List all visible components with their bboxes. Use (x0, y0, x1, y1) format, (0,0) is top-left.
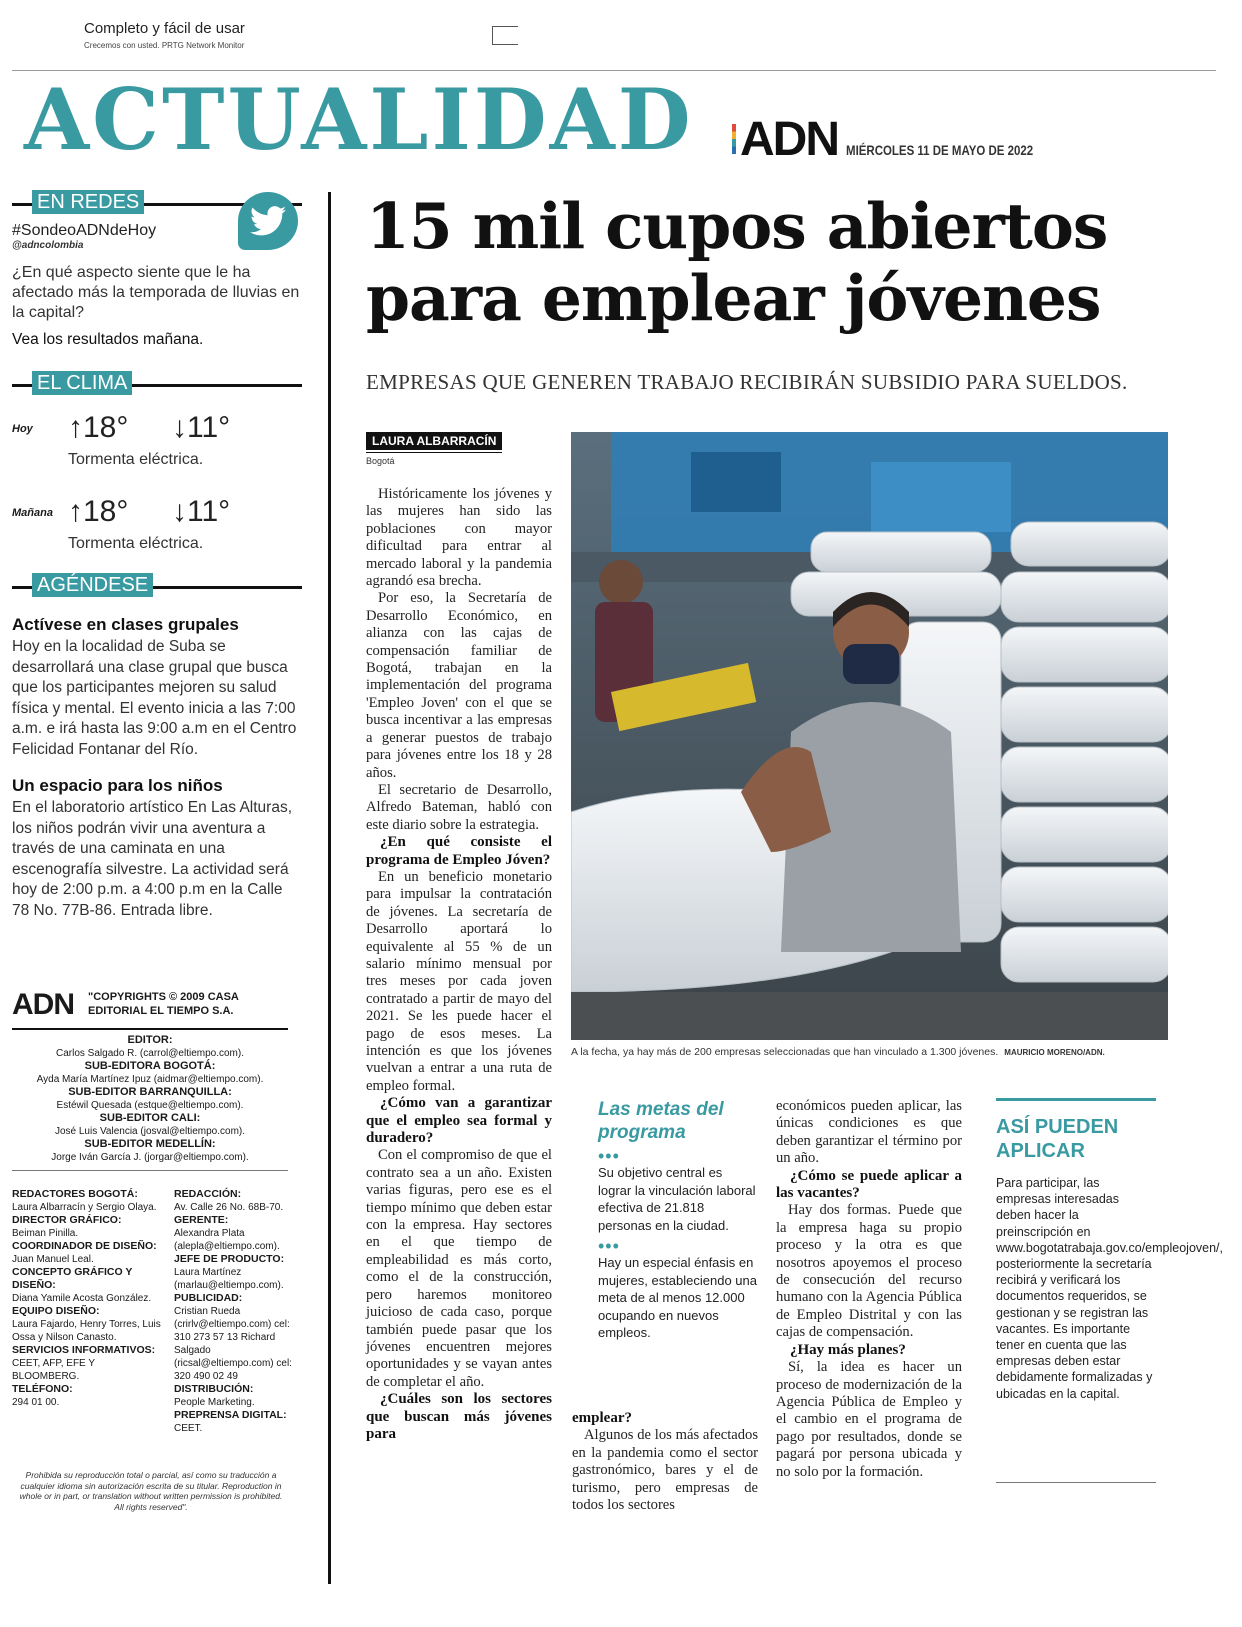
weather-desc: Tormenta eléctrica. (68, 451, 204, 468)
credits-left: REDACTORES BOGOTÁ: Laura Albarracín y Sergio Olaya. DIRECTOR GRÁFICO: Beiman Pinilla. COORDINADOR DE DISEÑO: Juan Manuel Leal. CONCEPTO GRÁFICO Y DISEÑO: Diana Yamile Acosta González. EQUIPO DISEÑO: Laura Fajardo, Henry Torres, Luis Ossa y Nilson Canasto. SERVICIOS INFORMATIVOS: CEET, AFP, EFE Y BLOOMBERG. TELÉFONO: 294 01 00. (12, 1188, 161, 1408)
metas-item: Su objetivo central es lograr la vinculación laboral efectiva de 21.818 personas en la ciudad. (598, 1165, 756, 1233)
article-paragraph: Hay dos formas. Puede que la empresa haga su propio proceso y la otra es que nosotros apoyemos el proceso de consecución del recurso humano con la Agencia Pública de Empleo Distrital y con las cajas de compensación. (776, 1202, 962, 1341)
en-redes-header: EN REDES (12, 190, 302, 216)
twitter-icon[interactable] (238, 192, 298, 250)
copyright-block (12, 990, 288, 1171)
article-question: ¿Cuáles son los sectores que buscan más jóvenes para (366, 1391, 552, 1442)
sidebar (12, 190, 302, 921)
article-question: ¿Cómo se puede aplicar a las vacantes? (776, 1167, 962, 1202)
hashtag[interactable]: #SondeoADNdeHoy (12, 222, 157, 239)
ad-title: Completo y fácil de usar (84, 20, 245, 37)
article-question: emplear? (572, 1410, 632, 1426)
event-title: Un espacio para los niños (12, 776, 223, 795)
subheadline: EMPRESAS QUE GENEREN TRABAJO RECIBIRÁN SUBSIDIO PARA SUELDOS. (366, 370, 1128, 394)
issue-date: MIÉRCOLES 11 DE MAYO DE 2022 (846, 142, 1034, 158)
adn-logo: ADN (740, 116, 838, 164)
logo-bars-icon (732, 124, 736, 154)
ad-close-icon[interactable] (492, 26, 518, 45)
article-column-1 (366, 486, 552, 1443)
legal-notice: Prohibida su reproducción total o parcial, así como su traducción a cualquier idioma sin autorización escrita de su titular. Reproduction in whole or in part, or translation without written permission is prohibited. All rights reserved". (19, 1470, 283, 1512)
temp-low: ↓11° (172, 495, 231, 528)
apply-box (996, 1098, 1223, 1402)
bullet-dots-icon: ••• (598, 1236, 620, 1256)
metas-title: Las metas del programa (598, 1099, 724, 1143)
ad-subtitle: Crecemos con usted. PRTG Network Monitor (84, 41, 245, 50)
article-question: ¿Cómo van a garantizar que el empleo sea formal y duradero? (366, 1095, 552, 1147)
article-paragraph: Sí, la idea es hacer un proceso de modernización de la Agencia Pública de Empleo y el cambio en el programa de pago por resultados, donde se pagará por persona ubicada y no solo por la formación. (776, 1359, 962, 1480)
article-column-2 (572, 1410, 758, 1514)
el-clima-header: EL CLIMA (12, 371, 302, 397)
article-photo (571, 432, 1168, 1040)
photo-credit: MAURICIO MORENO/ADN. (1004, 1048, 1105, 1057)
poll-results-note: Vea los resultados mañana. (12, 331, 204, 348)
temp-high: ↑18° (68, 495, 129, 528)
section-title: ACTUALIDAD (24, 70, 694, 169)
article-question: ¿Hay más planes? (790, 1341, 906, 1358)
photo-caption: A la fecha, ya hay más de 200 empresas seleccionadas que han vinculado a 1.300 jóvenes. MAURICIO MORENO/ADN. (571, 1046, 1105, 1058)
weather-today: Hoy ↑18° ↓11° Tormenta eléctrica. (12, 411, 231, 468)
credits-right: REDACCIÓN: Av. Calle 26 No. 68B-70. GERENTE: Alexandra Plata (alepla@eltiempo.com). JEFE DE PRODUCTO: Laura Martínez (marlau@eltiempo.com). PUBLICIDAD: Cristian Rueda (crirlv@eltiempo.com) cel: 310 273 57 13 Richard Salgado (ricsal@eltiempo.com) cel: 320 490 02 49 DISTRIBUCIÓN: People Marketing. PREPRENSA DIGITAL: CEET. (174, 1188, 292, 1434)
staff-list: EDITOR: Carlos Salgado R. (carrol@eltiempo.com). SUB-EDITORA BOGOTÁ: Ayda María Martínez Ipuz (aidmar@eltiempo.com). SUB-EDITOR BARRANQUILLA: Estéwil Quesada (estque@eltiempo.com). SUB-EDITOR CALI: José Luis Valencia (josval@eltiempo.com). SUB-EDITOR MEDELLÍN: Jorge Iván García J. (jorgar@eltiempo.com). (36, 1034, 264, 1163)
apply-title: ASÍ PUEDEN APLICAR (996, 1116, 1119, 1162)
dateline-city: Bogotá (366, 456, 395, 466)
headline: 15 mil cupos abiertos para emplear jóvenes (366, 189, 1108, 335)
article-paragraph: En un beneficio monetario para impulsar la contratación de jóvenes. La secretaría de Desarrollo aportará lo equivalente al 55 % de un salario mínimo mensual por tres meses por cada joven contratado a partir de mayo del 2021. Se les puede hacer el pago de esos meses. La intención es que los jóvenes vuelvan a entrar a una ruta de empleo formal. (366, 868, 552, 1094)
copyright-text: "COPYRIGHTS © 2009 CASA EDITORIAL EL TIEMPO S.A. (88, 991, 239, 1017)
weather-tomorrow: Mañana ↑18° ↓11° Tormenta eléctrica. (12, 495, 231, 552)
column-divider (328, 192, 331, 1584)
event-body: En el laboratorio artístico En Las Alturas, los niños podrán vivir una aventura a través de una caminata en una escenografía silvestre. La actividad será hoy de 2:00 p.m. a 4:00 p.m en la Calle 78 No. 77B-86. Entrada libre. (12, 799, 293, 919)
weather-desc: Tormenta eléctrica. (68, 535, 204, 552)
poll-question: ¿En qué aspecto siente que le ha afectado más la temporada de lluvias en la capital? (12, 264, 300, 321)
article-paragraph: Históricamente los jóvenes y las mujeres han sido las poblaciones con mayor dificultad para entrar al mercado laboral y la pandemia agrandó esa brecha. (366, 486, 552, 590)
author-byline: LAURA ALBARRACÍN (366, 432, 502, 450)
temp-low: ↓11° (172, 411, 231, 444)
apply-text: Para participar, las empresas interesadas deben hacer la preinscripción en www.bogotatrabaja.gov.co/empleojoven/, posteriormente la secretaría recibirá y verificará los documentos requeridos, se gestionan y se registran las vacantes. Es importante tener en cuenta que las empresas deben estar debidamente formalizadas y ubicadas en la capital. (996, 1176, 1223, 1401)
twitter-handle[interactable]: @adncolombia (12, 240, 84, 251)
article-paragraph: Por eso, la Secretaría de Desarrollo Económico, en alianza con las cajas de compensación familiar de Bogotá, trabajan en la implementación del programa 'Empleo Joven' con el que se busca incentivar a las empresas a generar puestos de trabajo para jóvenes entre los 18 y 28 años. (366, 590, 552, 781)
metas-box (598, 1098, 758, 1342)
adn-small-logo: ADN (12, 988, 74, 1021)
temp-high: ↑18° (68, 411, 129, 444)
event-title: Actívese en clases grupales (12, 615, 239, 634)
event-body: Hoy en la localidad de Suba se desarrollará una clase grupal que busca que los participantes mejoren su salud física y mental. El evento inicia a las 7:00 a.m. e irá hasta las 9:00 a.m en el Centro Felicidad Fontanar del Río. (12, 638, 297, 758)
article-paragraph: económicos pueden aplicar, las únicas condiciones es que deben garantizar el término por un año. (776, 1098, 962, 1167)
agendese-header: AGÉNDESE (12, 573, 302, 599)
bullet-dots-icon: ••• (598, 1146, 620, 1166)
article-paragraph: Con el compromiso de que el contrato sea a un año. Existen varias figuras, pero ese es el tiempo mínimo que deben estar con la empresa. Hay sectores en el que tiempo de empleabilidad es más corto, como el de la construcción, pero haremos monitoreo juicioso de cada caso, porque también puede pasar que los jóvenes encuentren mejores oportunidades y se vayan antes de completar el año. (366, 1147, 552, 1390)
article-column-3 (776, 1098, 962, 1481)
article-question: ¿En qué consiste el programa de Empleo Jóven? (366, 834, 552, 868)
ad-banner[interactable] (84, 20, 245, 50)
article-paragraph: Algunos de los más afectados en la pandemia como el sector gastronómico, bares y el de turismo, pero empresas de todos los sectores (572, 1427, 758, 1514)
metas-item: Hay un especial énfasis en mujeres, estableciendo una meta de al menos 12.000 ocupando en nuevos empleos. (598, 1255, 757, 1340)
article-paragraph: El secretario de Desarrollo, Alfredo Bateman, habló con este diario sobre la estrategia. (366, 781, 552, 833)
